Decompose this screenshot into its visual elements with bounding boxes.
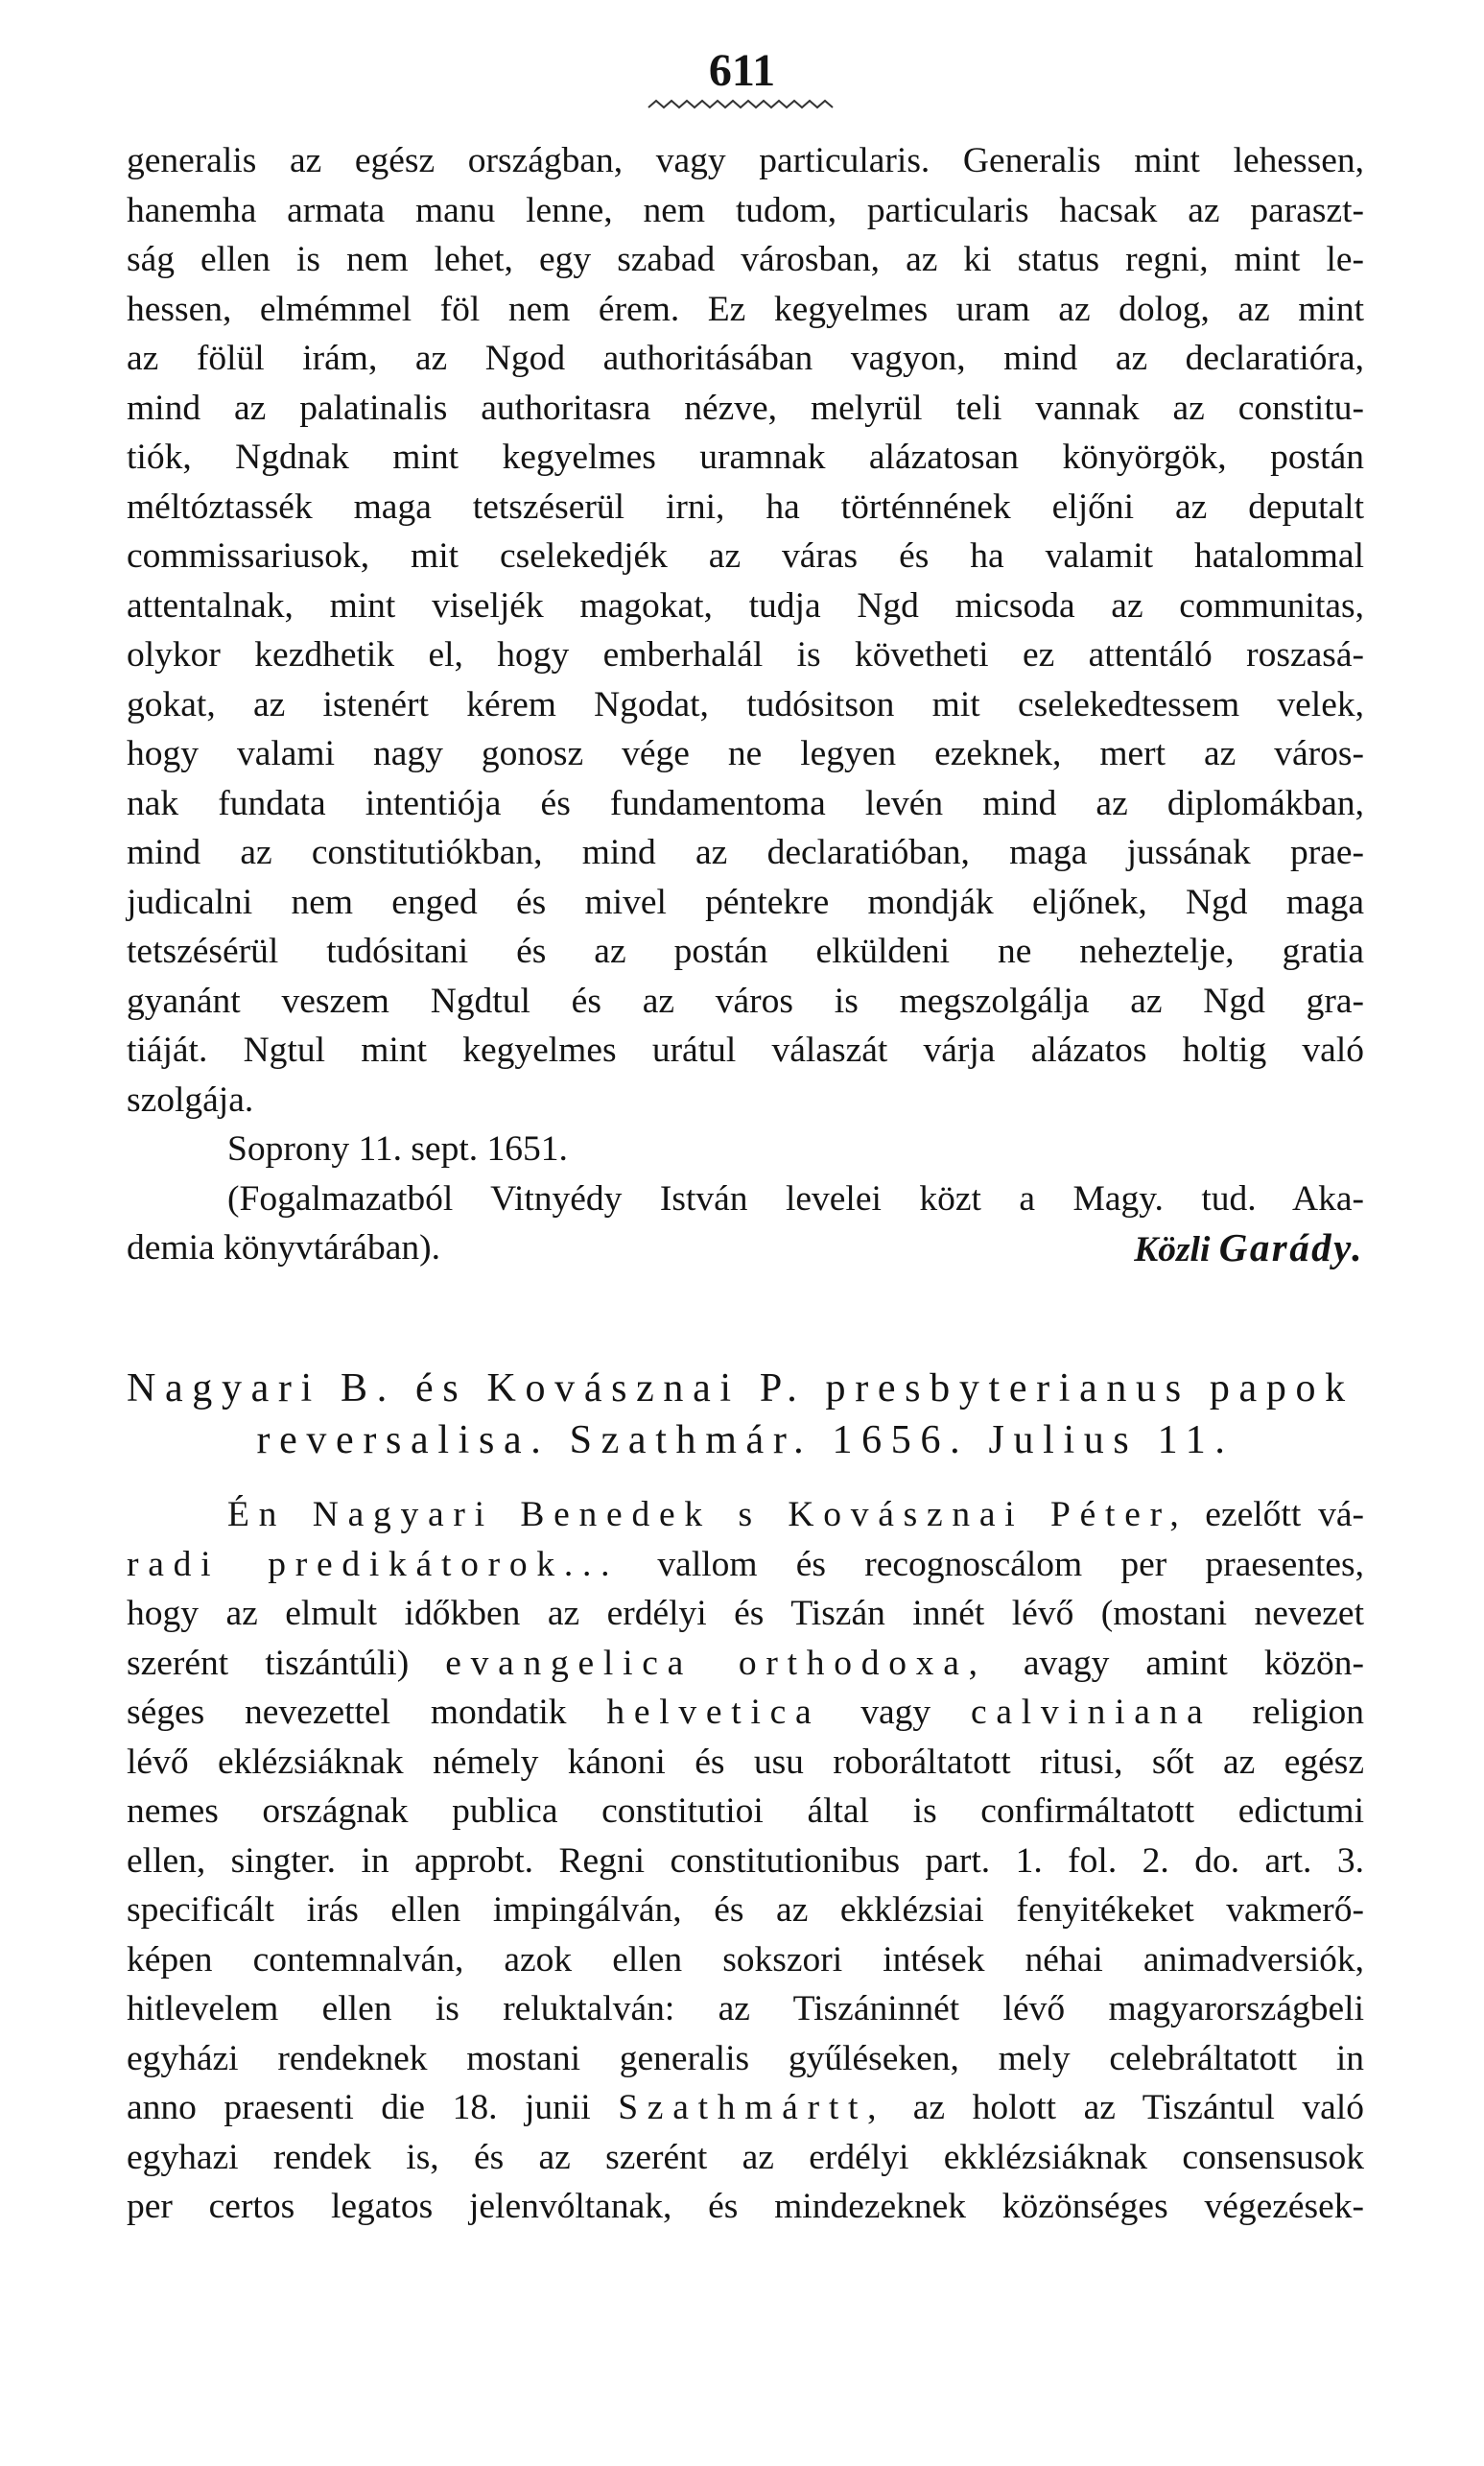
text-line: generalis az egész országban, vagy particularis. Generalis mint lehessen, (127, 141, 1364, 180)
text-line: szolgája. (127, 1079, 254, 1120)
text-line: ellen, singter. in approbt. Regni constitutionibus part. 1. fol. 2. do. art. 3. (127, 1840, 1364, 1881)
text-line: méltóztassék maga tetszéserül irni, ha történnének eljőni az deputalt (127, 486, 1364, 527)
communicator-prefix: Közli (1134, 1230, 1211, 1269)
text-line: gokat, az istenért kérem Ngodat, tudósitson mit cselekedtessem velek, (127, 684, 1364, 724)
communicator-name: Garády. (1218, 1225, 1364, 1269)
text-line: lévő eklézsiáknak némely kánoni és usu roboráltatott ritusi, sőt az egész (127, 1742, 1364, 1782)
text-line: nemes országnak publica constitutioi által is confirmáltatott edictumi (127, 1791, 1364, 1831)
text-line: egyhazi rendek is, és az szerént az erdélyi ekklézsiáknak consensusok (127, 2137, 1364, 2177)
text-line: képen contemnalván, azok ellen sokszori intések néhai animadversiók, (127, 1939, 1364, 1980)
text-line: hogy az elmult időkben az erdélyi és Tiszán innét lévő (mostani nevezet (127, 1594, 1364, 1633)
text-line: radi predikátorok... vallom és recognoscálom per praesentes, (127, 1544, 1365, 1584)
section-title-line: reversalisa. Szathmár. 1656. Julius 11. (256, 1418, 1235, 1462)
text-line: anno praesenti die 18. junii Szathmártt, az holott az Tiszántul való (127, 2088, 1364, 2127)
text-line: nak fundata intentiója és fundamentoma levén mind az diplomákban, (127, 783, 1364, 823)
text-line: tiók, Ngdnak mint kegyelmes uramnak alázatosan könyörgök, postán (127, 438, 1364, 477)
text-line: attentalnak, mint viseljék magokat, tudja Ngd micsoda az communitas, (127, 585, 1364, 626)
wavy-ornament (647, 98, 838, 111)
section-title-line: Nagyari B. és Kovásznai P. presbyterianus papok (127, 1366, 1354, 1411)
letter-text (127, 136, 1364, 1273)
text-line: judicalni nem enged és mivel péntekre mondják eljőnek, Ngd maga (127, 882, 1364, 922)
text-line: ság ellen is nem lehet, egy szabad városban, az ki status regni, mint le- (127, 240, 1364, 279)
text-line: az fölül irám, az Ngod authoritásában vagyon, mind az declaratióra, (127, 339, 1364, 378)
place-date: Soprony 11. sept. 1651. (227, 1129, 568, 1169)
signature-line (127, 1223, 1364, 1273)
source-note-end: demia könyvtárában). (127, 1228, 440, 1268)
text-line: tetszésérül tudósitani és az postán elküldeni ne neheztelje, gratia (127, 932, 1364, 971)
communicator (1134, 1223, 1364, 1273)
text-line: olykor kezdhetik el, hogy emberhalál is követheti ez attentáló roszasá- (127, 635, 1364, 675)
text-line: egyházi rendeknek mostani generalis gyűléseken, mely celebráltatott in (127, 2038, 1364, 2078)
text-line: Én Nagyari Benedek s Kovásznai Péter, ezelőtt vá- (227, 1495, 1364, 1534)
text-line: commissariusok, mit cselekedjék az váras és ha valamit hatalommal (127, 536, 1364, 576)
text-line: szerént tiszántúli) evangelica orthodoxa, avagy amint közön- (127, 1643, 1364, 1683)
page-number: 611 (708, 45, 776, 96)
section-title (127, 1363, 1364, 1466)
text-line: specificált irás ellen impingálván, és az ekklézsiai fenyitékeket vakmerő- (127, 1890, 1364, 1930)
text-line: hogy valami nagy gonosz vége ne legyen ezeknek, mert az város- (127, 734, 1364, 773)
source-note: (Fogalmazatból Vitnyédy István levelei közt a Magy. tud. Aka- (227, 1178, 1364, 1219)
text-line: per certos legatos jelenvóltanak, és mindezeknek közönséges végezések- (127, 2187, 1364, 2226)
reversal-text (127, 1490, 1364, 2232)
text-line: séges nevezettel mondatik helvetica vagy calviniana religion (127, 1693, 1364, 1732)
text-line: hanemha armata manu lenne, nem tudom, particularis hacsak az paraszt- (127, 190, 1364, 230)
text-line: mind az palatinalis authoritasra nézve, melyrül teli vannak az constitu- (127, 388, 1364, 428)
text-line: hessen, elmémmel föl nem érem. Ez kegyelmes uram az dolog, az mint (127, 289, 1364, 329)
page-header (0, 45, 1484, 111)
text-line: hitlevelem ellen is reluktalván: az Tiszáninnét lévő magyarországbeli (127, 1989, 1364, 2028)
text-line: gyanánt veszem Ngdtul és az város is megszolgálja az Ngd gra- (127, 981, 1364, 1021)
text-line: tiáját. Ngtul mint kegyelmes urátul válaszát várja alázatos holtig való (127, 1031, 1364, 1070)
text-line: mind az constitutiókban, mind az declaratióban, maga jussának prae- (127, 833, 1364, 872)
